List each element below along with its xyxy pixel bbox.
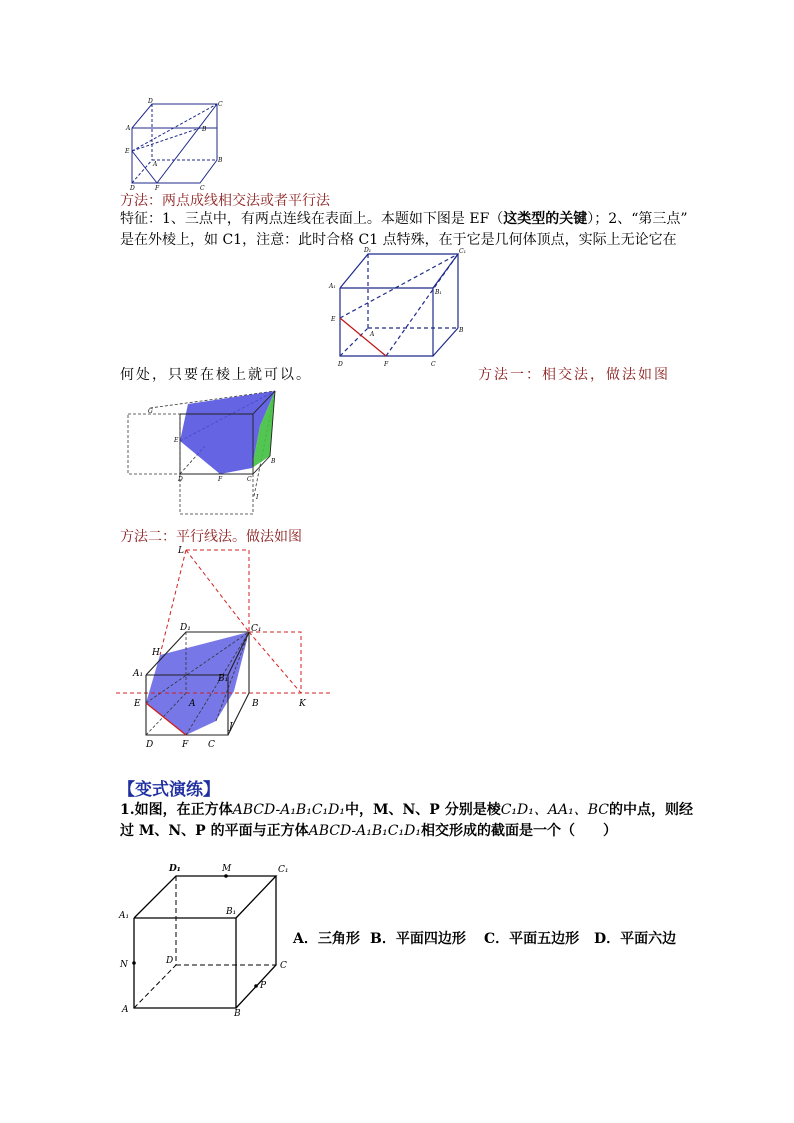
fig3-label: B <box>271 458 276 465</box>
method-two: 方法二：平行线法。做法如图 <box>120 529 302 545</box>
figure-small-cube <box>122 96 227 191</box>
fig3-label: F <box>218 476 223 483</box>
figure-question-cube <box>116 858 296 1018</box>
question-line-1: 1.如图，在正方体ABCD-A₁B₁C₁D₁中，M、N、P 分别是棱C₁D₁、AA₁、BC的中点，则经 <box>120 802 693 818</box>
fig1-label: C <box>200 185 205 191</box>
fig5-label: P <box>260 981 267 991</box>
question-line-2: 过 M、N、P 的平面与正方体ABCD-A₁B₁C₁D₁相交形成的截面是一个（ ） <box>120 823 617 839</box>
option-b: B．平面四边形 <box>370 931 466 947</box>
fig1-label: D <box>148 98 153 105</box>
fig4-label: C <box>208 740 215 750</box>
option-a: A．三角形 <box>293 931 360 947</box>
fig5-label: C₁ <box>278 865 289 875</box>
fig2-label: B₁ <box>435 289 442 296</box>
fig4-label: D <box>146 740 154 750</box>
fig4-label: D₁ <box>180 623 191 633</box>
feature-line-3: 何处，只要在棱上就可以。 <box>120 367 312 383</box>
fig5-label: M <box>222 864 232 874</box>
fig2-label: E <box>331 316 336 323</box>
fig3-label: G <box>148 408 153 415</box>
fig4-label: A₁ <box>133 669 144 679</box>
fig2-label: D <box>338 361 343 368</box>
fig2-label: A₁ <box>329 283 336 290</box>
fig1-label: B <box>218 157 223 164</box>
fig4-label: E <box>134 699 141 709</box>
fig5-label: D <box>166 956 174 966</box>
fig4-label: J <box>229 722 233 732</box>
fig1-label: E <box>125 148 130 155</box>
fig5-label: D₁ <box>169 864 181 874</box>
fig4-label: K <box>299 699 306 709</box>
fig5-label: C <box>280 961 287 971</box>
fig4-label: H <box>152 648 160 658</box>
figure-parallel-method <box>116 543 332 753</box>
fig4-label: B <box>252 699 259 709</box>
fig1-label: D <box>130 185 135 191</box>
feature-line-1: 特征：1、三点中，有两点连线在表面上。本题如下图是 EF（这类型的关键）；2、“第三点” <box>120 211 688 227</box>
fig5-label: B <box>234 1009 241 1018</box>
fig2-label: B <box>459 327 464 334</box>
fig2-label: C₁ <box>459 248 466 255</box>
section-title: 【变式演练】 <box>118 780 220 800</box>
fig1-label: C <box>218 101 223 108</box>
fig4-label: B₁ <box>218 674 229 684</box>
fig3-label: I <box>256 494 259 501</box>
method-label: 方法：两点成线相交法或者平行法 <box>120 193 330 209</box>
fig4-label: F <box>182 740 189 750</box>
fig3-label: D <box>178 476 183 483</box>
feature-line-2: 是在外棱上，如 C1，注意：此时合格 C1 点特殊，在于它是几何体顶点，实际上无论它在 <box>120 232 677 248</box>
fig1-label: F <box>155 185 160 191</box>
fig5-label: A₁ <box>119 911 130 921</box>
option-d: D．平面六边 <box>594 931 677 947</box>
fig4-label: L <box>178 546 184 556</box>
method-one: 方法一：相交法，做法如图 <box>478 367 670 383</box>
fig1-label: A <box>153 161 158 168</box>
fig1-label: B <box>202 126 207 133</box>
fig2-label: F <box>384 361 389 368</box>
fig1-label: A <box>126 125 131 132</box>
fig4-label: C₁ <box>251 624 262 634</box>
figure-cube-ef <box>328 244 468 372</box>
fig2-label: C <box>431 361 436 368</box>
fig5-label: A <box>122 1005 129 1015</box>
fig2-label: A <box>370 331 375 338</box>
fig5-label: B₁ <box>226 907 237 917</box>
fig4-label: A <box>189 699 196 709</box>
fig3-label: C <box>247 476 252 483</box>
option-c: C．平面五边形 <box>484 931 580 947</box>
fig3-label: E <box>174 437 179 444</box>
figure-intersection-method <box>120 386 285 516</box>
fig2-label: D₁ <box>364 247 372 254</box>
fig5-label: N <box>120 960 128 970</box>
